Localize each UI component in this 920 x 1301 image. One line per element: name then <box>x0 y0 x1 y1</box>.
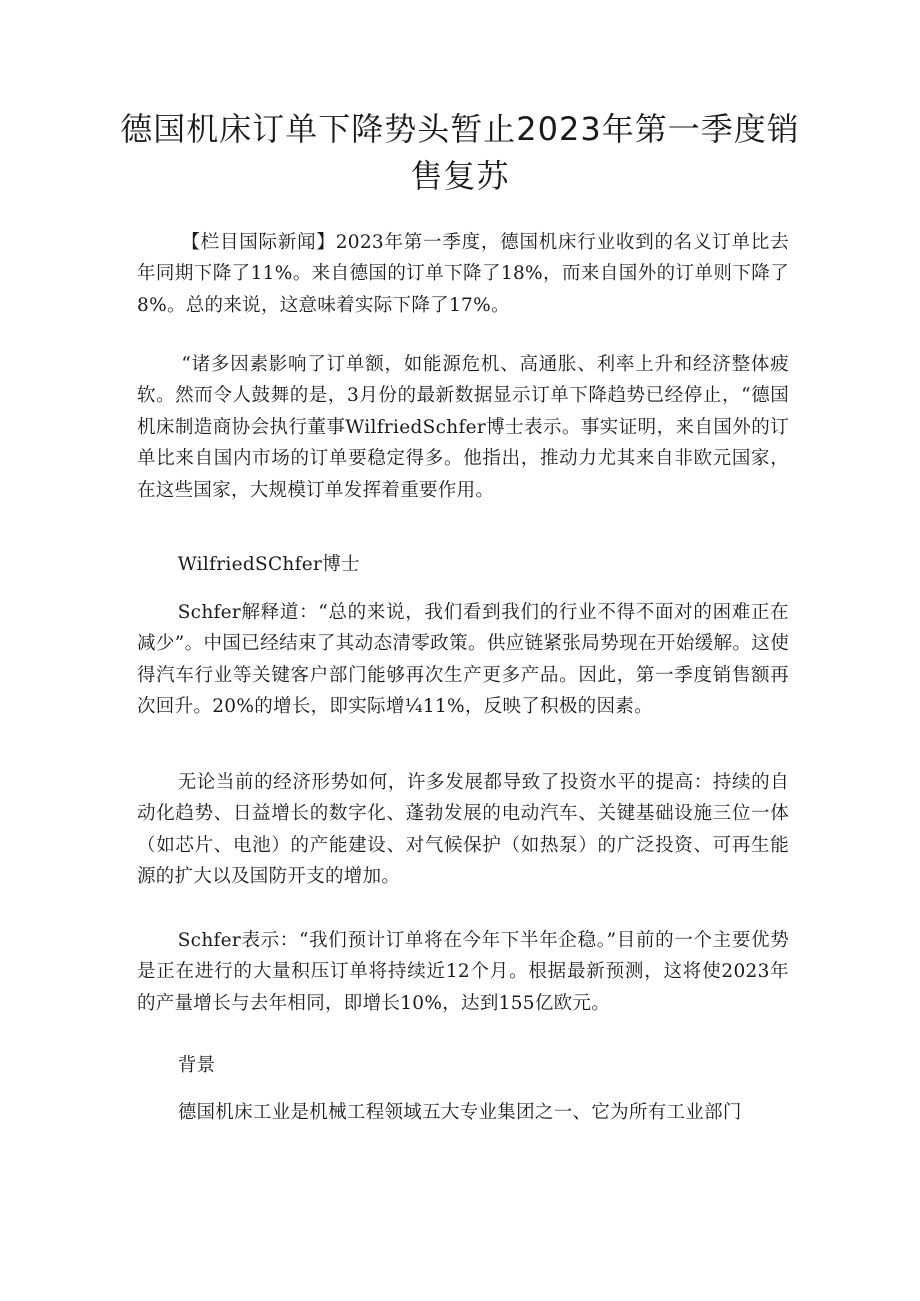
paragraph-quote-factors: “诸多因素影响了订单额，如能源危机、高通胀、利率上升和经济整体疲软。然而令人鼓舞的是，3月份的最新数据显示订单下降趋势已经停止，“德国机床制造商协会执行董事WilfriedSchfer博士表示。事实证明，来自国外的订单比来自国内市场的订单要稳定得多。他指出，推动力尤其来自非欧元国家，在这些国家，大规模订单发挥着重要作用。 <box>137 354 789 501</box>
photo-caption: WilfriedSChfer博士 <box>177 554 360 575</box>
paragraph-intro: 【栏目国际新闻】2023年第一季度，德国机床行业收到的名义订单比去年同期下降了11%。来自德国的订单下降了18%，而来自国外的订单则下降了8%。总的来说，这意味着实际下降了17%。 <box>137 232 789 316</box>
paragraph-investment: 无论当前的经济形势如何，许多发展都导致了投资水平的提高：持续的自动化趋势、日益增长的数字化、蓬勃发展的电动汽车、关键基础设施三位一体（如芯片、电池）的产能建设、对气候保护（如热泵）的广泛投资、可再生能源的扩大以及国防开支的增加。 <box>137 772 789 888</box>
document-title: 德国机床订单下降势头暂止2023年第一季度销售复苏 <box>120 110 800 195</box>
paragraph-explanation: Schfer解释道：“总的来说，我们看到我们的行业不得不面对的困难正在减少”。中国已经结束了其动态清零政策。供应链紧张局势现在开始缓解。这使得汽车行业等关键客户部门能够再次生产更多产品。因此，第一季度销售额再次回升。20%的增长，即实际增¼11%，反映了积极的因素。 <box>137 602 789 718</box>
paragraph-background: 德国机床工业是机械工程领域五大专业集团之一、它为所有工业部门 <box>177 1102 742 1123</box>
section-heading-background: 背景 <box>177 1055 216 1076</box>
paragraph-forecast: Schfer表示：“我们预计订单将在今年下半年企稳。”目前的一个主要优势是正在进行的大量积压订单将持续近12个月。根据最新预测，这将使2023年的产量增长与去年相同，即增长10%，达到155亿欧元。 <box>137 930 789 1014</box>
